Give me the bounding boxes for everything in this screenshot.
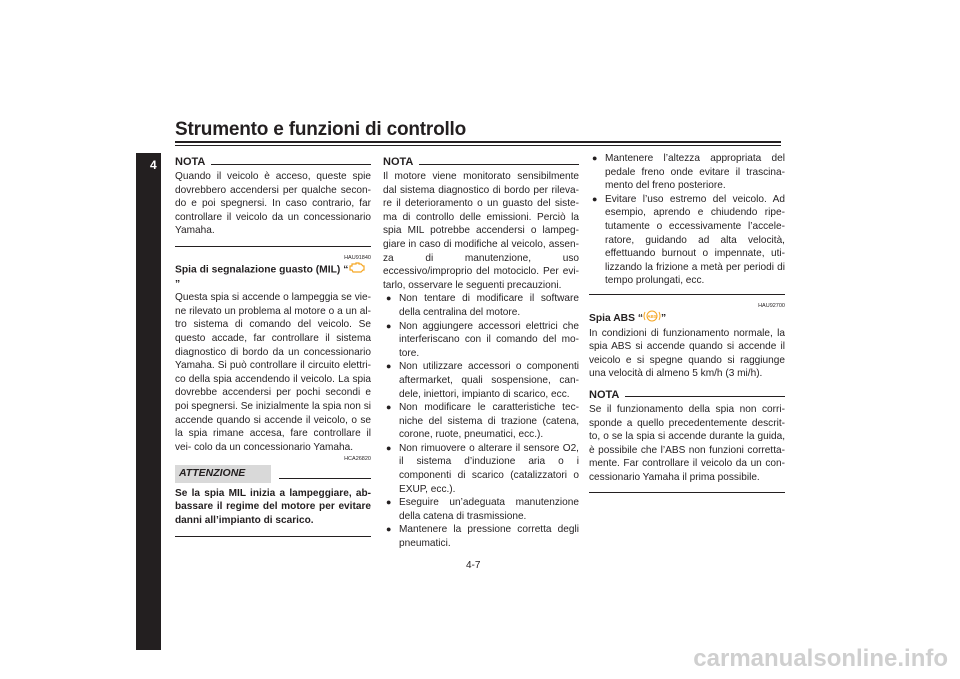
attention-end-rule bbox=[175, 536, 371, 537]
attention-heading bbox=[175, 465, 371, 483]
list-item: ● Evitare l’uso estremo del veicolo. Ad esempio, aprendo e chiudendo ripe- tutamente o eccessivamente l’accele- ratore, guidando ad alta velocità, effettuando burnout o impennate, uti- lizzando la frizione a metà per periodi di tempo prolungati, ecc. bbox=[589, 193, 785, 288]
mil-text: Questa spia si accende o lampeggia se vie- ne rilevato un problema al motore o a un al- tro sistema di comando del veicolo. Se questo accade, far controllare il sistema diagnostico di bordo da un concessionario Yamaha. Si può controllare il circuito elettri- co della spia accendendo il veicolo. La spia dovrebbe accendersi per pochi secondi e poi spegnersi. Se inizialmente la spia non si accende quando si accende il veicolo, o se la spia rimane accesa, fare controllare il vei- colo da un concessionario Yamaha. bbox=[175, 292, 371, 453]
column-3 bbox=[589, 152, 785, 493]
chapter-tab bbox=[136, 153, 161, 650]
list-item: ● Mantenere la pressione corretta degli pneumatici. bbox=[383, 523, 579, 550]
watermark: carmanualsonline.info bbox=[693, 645, 948, 672]
title-rule-thin bbox=[175, 145, 781, 146]
nota-label: NOTA bbox=[383, 156, 414, 169]
list-item: ● Non modificare le caratteristiche tec- niche del sistema di trazione (catena, corone, ruote, pneumatici, ecc.). bbox=[383, 401, 579, 442]
attention-label: ATTENZIONE bbox=[175, 465, 271, 483]
nota-heading bbox=[175, 156, 371, 170]
abs-text: In condizioni di funzionamento normale, la spia ABS si accende quando si accende il veicolo e si spegne quando si raggiunge una velocità di almeno 5 km/h (3 mi/h). bbox=[589, 327, 785, 380]
nota-heading bbox=[383, 156, 579, 170]
abs-heading: Spia ABS “ ABS ” bbox=[589, 310, 785, 327]
svg-text:ABS: ABS bbox=[647, 313, 657, 319]
section-code: HAU92700 bbox=[758, 302, 785, 309]
section-code: HAU91840 bbox=[344, 254, 371, 261]
list-item: ● Non rimuovere o alterare il sensore O2, il sistema d’induzione aria o i componenti di scarico (catalizzatori o EXUP, ecc.). bbox=[383, 442, 579, 496]
list-item: ● Non tentare di modificare il software della centralina del motore. bbox=[383, 292, 579, 319]
list-item: ● Non utilizzare accessori o componenti aftermarket, quali sospensione, can- dele, iniettori, impianto di scarico, ecc. bbox=[383, 360, 579, 401]
list-item: ● Non aggiungere accessori elettrici che interferiscano con il comando del mo- tore. bbox=[383, 320, 579, 361]
nota-text: Quando il veicolo è acceso, queste spie dovrebbero accendersi per qualche secon- do e poi spegnersi. In caso contrario, far controllare il veicolo da un concessionario Yamaha. bbox=[175, 171, 371, 237]
abs-warning-icon bbox=[643, 310, 661, 327]
nota-label: NOTA bbox=[589, 389, 620, 402]
nota-end-rule bbox=[175, 246, 371, 247]
title-rule bbox=[175, 141, 781, 143]
list-item: ● Eseguire un’adeguata manutenzione della catena di trasmissione. bbox=[383, 496, 579, 523]
attention-code: HCA26820 bbox=[344, 456, 371, 463]
mil-heading: Spia di segnalazione guasto (MIL) “” bbox=[175, 262, 371, 291]
list-item: ● Mantenere l’altezza appropriata del pedale freno onde evitare il trascina- mento del freno posteriore. bbox=[589, 152, 785, 193]
precautions-list bbox=[383, 292, 579, 550]
page-title: Strumento e funzioni di controllo bbox=[175, 119, 467, 140]
column-1 bbox=[175, 156, 371, 537]
nota-heading bbox=[589, 389, 785, 403]
page-number: 4-7 bbox=[466, 560, 481, 571]
nota-end-rule bbox=[589, 492, 785, 493]
engine-warning-icon bbox=[348, 262, 366, 278]
nota-end-rule bbox=[589, 294, 785, 295]
column-2 bbox=[383, 156, 579, 551]
precautions-list-cont bbox=[589, 152, 785, 288]
attention-text: Se la spia MIL inizia a lampeggiare, ab- bassare il regime del motore per evitare danni all’impianto di scarico. bbox=[175, 487, 371, 527]
nota-text: Se il funzionamento della spia non corri- sponde a quello precedentemente descrit- to, o se la spia si accende durante la guida, è possibile che l’ABS non funzioni corretta- mente. Far controllare il veicolo da un con- cessionario Yamaha il prima possibile. bbox=[589, 403, 785, 483]
nota-label: NOTA bbox=[175, 156, 206, 169]
nota-intro: Il motore viene monitorato sensibilmente dal sistema diagnostico di bordo per rileva- re il deterioramento o un guasto del siste- ma di controllo delle emissioni. Perciò la spia MIL potrebbe accendersi o lampeg- giare in caso di modifiche al veicolo, assen- za di manutenzione, uso eccessivo/improprio del motociclo. Per evi- tarlo, osservare le seguenti precauzioni. bbox=[383, 171, 579, 291]
chapter-number: 4 bbox=[150, 158, 157, 172]
